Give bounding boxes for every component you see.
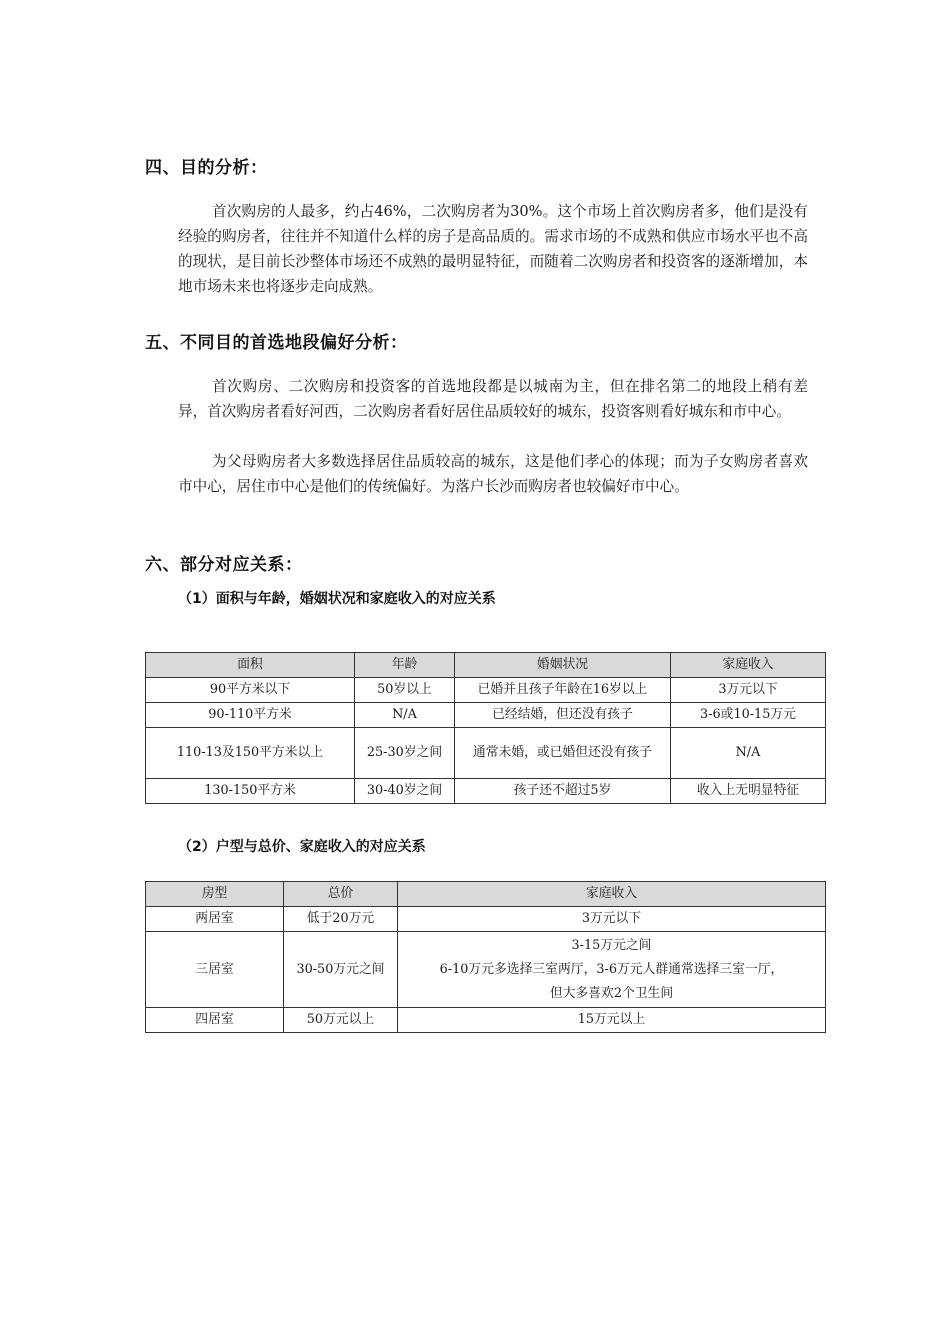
table-row: [146, 678, 826, 703]
table-cell: 两居室: [146, 907, 284, 932]
table-cell: 已婚并且孩子年龄在16岁以上: [455, 678, 671, 703]
table-cell: 110-13及150平方米以上: [146, 728, 355, 779]
table-cell: 3-6或10-15万元: [671, 703, 826, 728]
table-row: [146, 703, 826, 728]
table-row: [146, 932, 826, 1008]
table-header-cell: 总价: [284, 882, 398, 907]
table-row: [146, 907, 826, 932]
table2-caption: （2）户型与总价、家庭收入的对应关系: [178, 839, 426, 855]
table-cell: N/A: [671, 728, 826, 779]
income-line: 但大多喜欢2个卫生间: [549, 985, 674, 1001]
paragraph-purpose-analysis: 首次购房的人最多，约占46%，二次购房者为30%。这个市场上首次购房者多，他们是没有经验的购房者，往往并不知道什么样的房子是高品质的。需求市场的不成熟和供应市场水平也不高的现状，是目前长沙整体市场还不成熟的最明显特征，而随着二次购房者和投资客的逐渐增加，本地市场未来也将逐步走向成熟。: [178, 203, 808, 295]
table-header-row: [146, 882, 826, 907]
table-cell: 130-150平方米: [146, 779, 355, 804]
income-line: 15万元以上: [577, 1012, 646, 1027]
table-header-cell: 年龄: [355, 653, 455, 678]
paragraph-location-preference-1: 首次购房、二次购房和投资客的首选地段都是以城南为主，但在排名第二的地段上稍有差异，首次购房者看好河西，二次购房者看好居住品质较好的城东，投资客则看好城东和市中心。: [178, 378, 808, 420]
table-row: [146, 728, 826, 779]
table-cell: [398, 907, 826, 932]
table-cell: 90平方米以下: [146, 678, 355, 703]
table-row: [146, 1008, 826, 1033]
table-cell: N/A: [355, 703, 455, 728]
table-cell: [398, 1008, 826, 1033]
table-cell: [398, 932, 826, 1008]
table-cell: 90-110平方米: [146, 703, 355, 728]
area-correspondence-table: [145, 652, 826, 804]
table-cell: 低于20万元: [284, 907, 398, 932]
table-cell: 通常未婚，或已婚但还没有孩子: [455, 728, 671, 779]
table-cell: 收入上无明显特征: [671, 779, 826, 804]
income-line: 6-10万元多选择三室两厅，3-6万元人群通常选择三室一厅，: [439, 961, 784, 977]
income-line: 3-15万元之间: [571, 937, 652, 953]
table-header-cell: 面积: [146, 653, 355, 678]
table1-caption: （1）面积与年龄，婚姻状况和家庭收入的对应关系: [178, 591, 496, 607]
table-header-cell: 家庭收入: [398, 882, 826, 907]
table-cell: 25-30岁之间: [355, 728, 455, 779]
table-cell: 孩子还不超过5岁: [455, 779, 671, 804]
table-cell: 三居室: [146, 932, 284, 1008]
table-cell: 30-40岁之间: [355, 779, 455, 804]
section-heading-purpose-analysis: 四、目的分析：: [145, 158, 268, 178]
table-header-cell: 房型: [146, 882, 284, 907]
table-header-cell: 婚姻状况: [455, 653, 671, 678]
table-header-row: [146, 653, 826, 678]
paragraph-location-preference-2: 为父母购房者大多数选择居住品质较高的城东，这是他们孝心的体现；而为子女购房者喜欢市中心，居住市中心是他们的传统偏好。为落户长沙而购房者也较偏好市中心。: [178, 453, 808, 495]
table-cell: 3万元以下: [671, 678, 826, 703]
table-row: [146, 779, 826, 804]
table-header-cell: 家庭收入: [671, 653, 826, 678]
table-cell: 四居室: [146, 1008, 284, 1033]
table-cell: 50万元以上: [284, 1008, 398, 1033]
table-cell: 30-50万元之间: [284, 932, 398, 1008]
table-cell: 50岁以上: [355, 678, 455, 703]
table-cell: 已经结婚，但还没有孩子: [455, 703, 671, 728]
income-line: 3万元以下: [581, 911, 642, 926]
unit-type-correspondence-table: [145, 881, 826, 1033]
section-heading-correspondence: 六、部分对应关系：: [145, 555, 303, 575]
section-heading-location-preference: 五、不同目的首选地段偏好分析：: [145, 333, 408, 353]
